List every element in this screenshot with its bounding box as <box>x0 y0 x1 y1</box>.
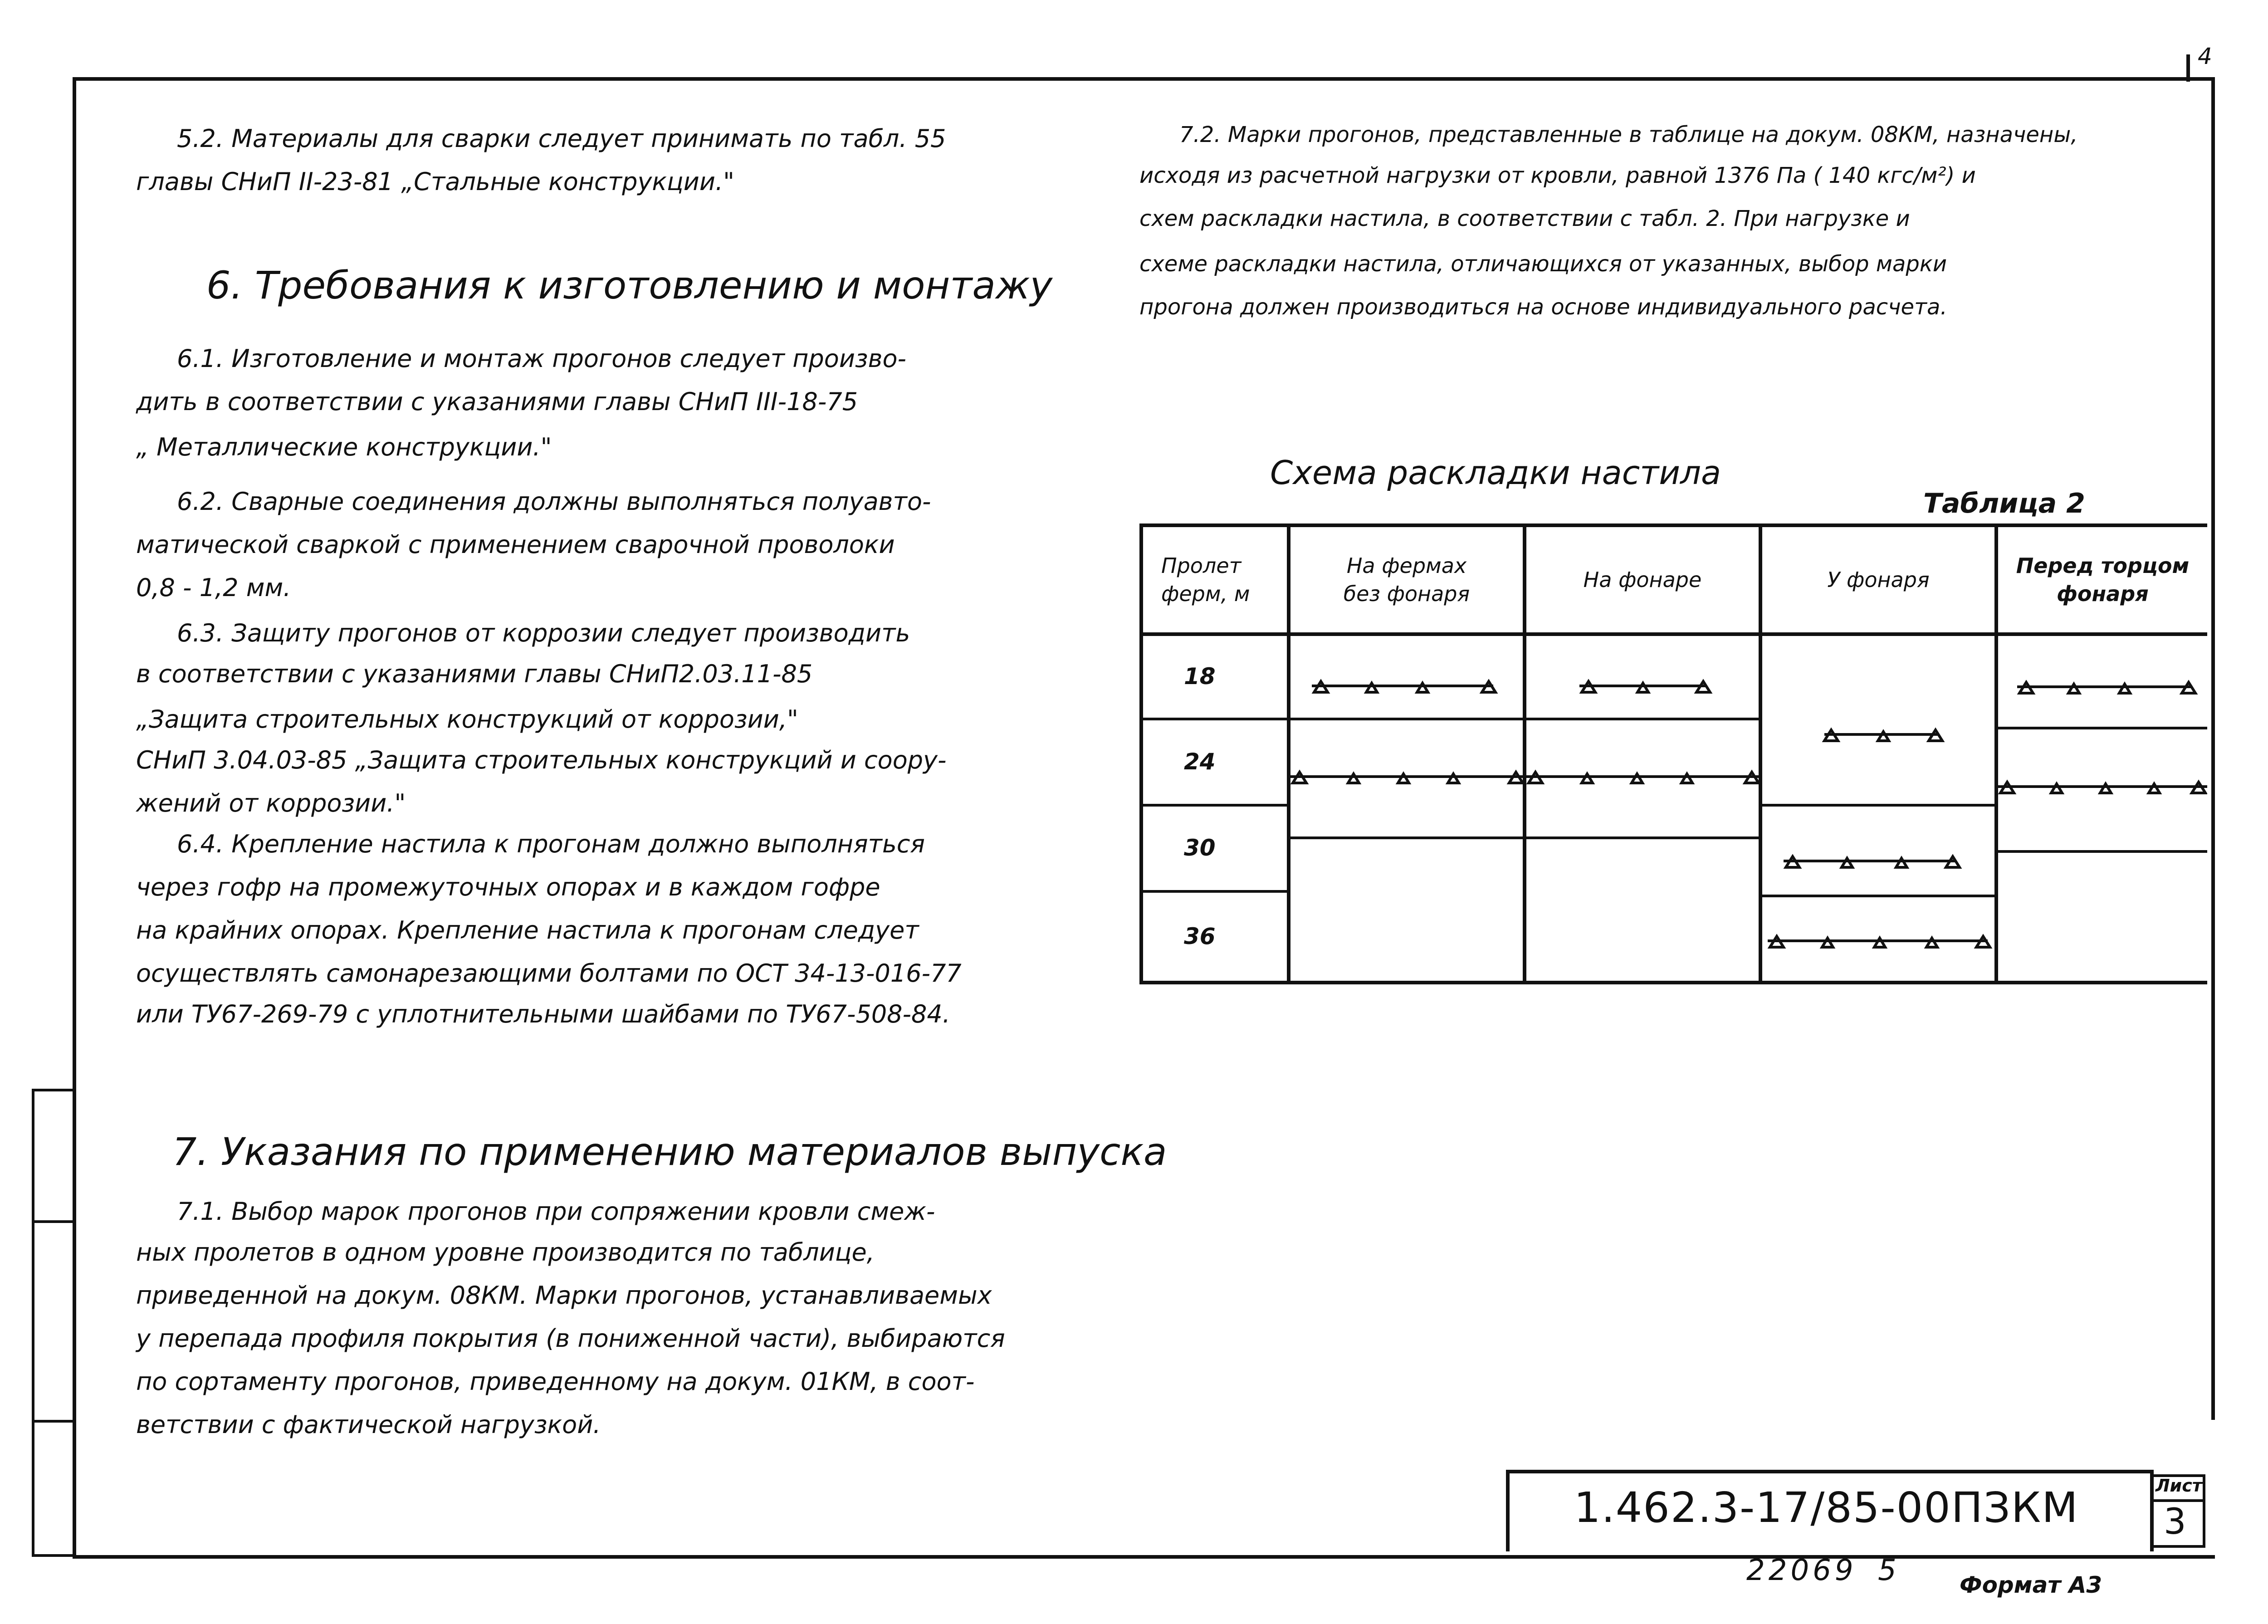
para-6-3-line-2: в соответствии с указаниями главы СНиП2.03.11-85 <box>136 660 813 688</box>
para-7-1-line-2: ных пролетов в одном уровне производится по таблице, <box>136 1238 875 1267</box>
scheme-at-lantern-36 <box>1768 936 1990 947</box>
section-7-heading: 7. Указания по применению материалов выпуска <box>172 1130 1167 1174</box>
para-7-2-line-5: прогона должен производиться на основе индивидуального расчета. <box>1139 294 1947 320</box>
title-block-top-line <box>1506 1470 2150 1473</box>
para-6-3-line-1: 6.3. Защиту прогонов от коррозии следует производить <box>177 619 910 647</box>
para-6-1-line-3: „ Металлические конструкции." <box>136 433 552 461</box>
table-title: Схема раскладки настила <box>1270 454 1721 492</box>
span-36: 36 <box>1184 923 1216 950</box>
para-6-2-line-2: матической сваркой с применением сварочной проволоки <box>136 530 895 559</box>
margin-strip <box>32 1089 75 1557</box>
header-at-lantern-text: У фонаря <box>1827 567 1930 592</box>
table-2 <box>1139 523 2207 984</box>
para-6-1-line-2: дить в соответствии с указаниями главы СНиП III-18-75 <box>136 387 858 416</box>
margin-divider-1 <box>32 1220 73 1223</box>
sheet-corner-number: 4 <box>2198 43 2212 69</box>
para-7-2-line-2: исходя из расчетной нагрузки от кровли, равной 1376 Па ( 140 кгс/м²) и <box>1139 163 1976 188</box>
para-5-2-line-1: 5.2. Материалы для сварки следует принимать по табл. 55 <box>177 124 946 153</box>
scheme-trusses-18 <box>1312 681 1496 692</box>
para-6-1-line-1: 6.1. Изготовление и монтаж прогонов следует произво- <box>177 344 906 373</box>
header-before-end-line-2: фонаря <box>2057 582 2149 606</box>
scheme-before-end-18 <box>2017 682 2195 693</box>
para-6-3-line-3: „Защита строительных конструкций от коррозии," <box>136 705 798 734</box>
scheme-trusses-24-30 <box>1290 772 1523 783</box>
scheme-at-lantern-18-24 <box>1824 730 1942 741</box>
span-18: 18 <box>1184 663 1216 690</box>
inventory-suffix: 5 <box>1878 1554 1897 1587</box>
para-7-2-line-3: схем раскладки настила, в соответствии с табл. 2. При нагрузке и <box>1139 206 1910 231</box>
para-6-4-line-4: осуществлять самонарезающими болтами по ОСТ 34-13-016-77 <box>136 959 962 988</box>
title-block-left-line <box>1506 1470 1510 1551</box>
header-on-lantern-text: На фонаре <box>1583 567 1702 592</box>
header-span-line-2: ферм, м <box>1161 582 1250 606</box>
para-6-3-line-4: СНиП 3.04.03-85 „Защита строительных конструкций и соору- <box>136 746 947 774</box>
para-6-4-line-3: на крайних опорах. Крепление настила к прогонам следует <box>136 916 919 944</box>
sheet-label: Лист <box>2156 1476 2202 1496</box>
doc-code: 1.462.3-17/85-00ПЗКМ <box>1574 1483 2079 1532</box>
para-6-2-line-1: 6.2. Сварные соединения должны выполняться полуавто- <box>177 487 931 516</box>
header-span-line-1: Пролет <box>1161 553 1242 578</box>
header-trusses-line-1: На фермах <box>1346 553 1467 578</box>
para-7-1-line-5: по сортаменту прогонов, приведенному на докум. 01КМ, в соот- <box>136 1367 975 1396</box>
para-7-2-line-1: 7.2. Марки прогонов, представленные в таблице на докум. 08КМ, назначены, <box>1179 122 2078 147</box>
para-7-1-line-3: приведенной на докум. 08КМ. Марки прогонов, устанавливаемых <box>136 1281 992 1310</box>
para-6-2-line-3: 0,8 - 1,2 мм. <box>136 573 291 602</box>
header-trusses-line-2: без фонаря <box>1343 582 1470 606</box>
section-6-heading: 6. Требования к изготовлению и монтажу <box>206 263 1053 308</box>
para-5-2-line-2: главы СНиП II-23-81 „Стальные конструкции." <box>136 167 734 196</box>
scheme-at-lantern-30 <box>1784 856 1960 867</box>
scheme-on-lantern-18 <box>1579 681 1710 692</box>
frame-right-edge <box>2211 77 2215 1420</box>
para-6-3-line-5: жений от коррозии." <box>136 789 406 817</box>
span-30: 30 <box>1184 835 1216 861</box>
inventory-number: 22069 <box>1746 1554 1857 1587</box>
sheet-corner-tick <box>2186 54 2190 82</box>
para-6-4-line-1: 6.4. Крепление настила к прогонам должно выполняться <box>177 830 925 858</box>
para-7-1-line-1: 7.1. Выбор марок прогонов при сопряжении кровли смеж- <box>177 1197 935 1226</box>
header-before-end-line-1: Перед торцом <box>2016 553 2190 578</box>
para-6-4-line-2: через гофр на промежуточных опорах и в каждом гофре <box>136 873 880 901</box>
sheet-format: Формат А3 <box>1960 1572 2102 1598</box>
margin-divider-2 <box>32 1420 73 1423</box>
para-6-4-line-5: или ТУ67-269-79 с уплотнительными шайбами по ТУ67-508-84. <box>136 1000 950 1028</box>
table-label: Таблица 2 <box>1923 488 2085 519</box>
para-7-1-line-4: у перепада профиля покрытия (в пониженной части), выбираются <box>136 1324 1005 1353</box>
para-7-2-line-4: схеме раскладки настила, отличающихся от указанных, выбор марки <box>1139 251 1947 277</box>
decking-schemes <box>1139 523 2207 984</box>
sheet-number: 3 <box>2164 1502 2186 1542</box>
span-24: 24 <box>1184 748 1216 775</box>
scheme-on-lantern-24-30 <box>1526 772 1759 783</box>
scheme-before-end-24-30 <box>1998 782 2207 793</box>
para-7-1-line-6: ветствии с фактической нагрузкой. <box>136 1410 601 1439</box>
